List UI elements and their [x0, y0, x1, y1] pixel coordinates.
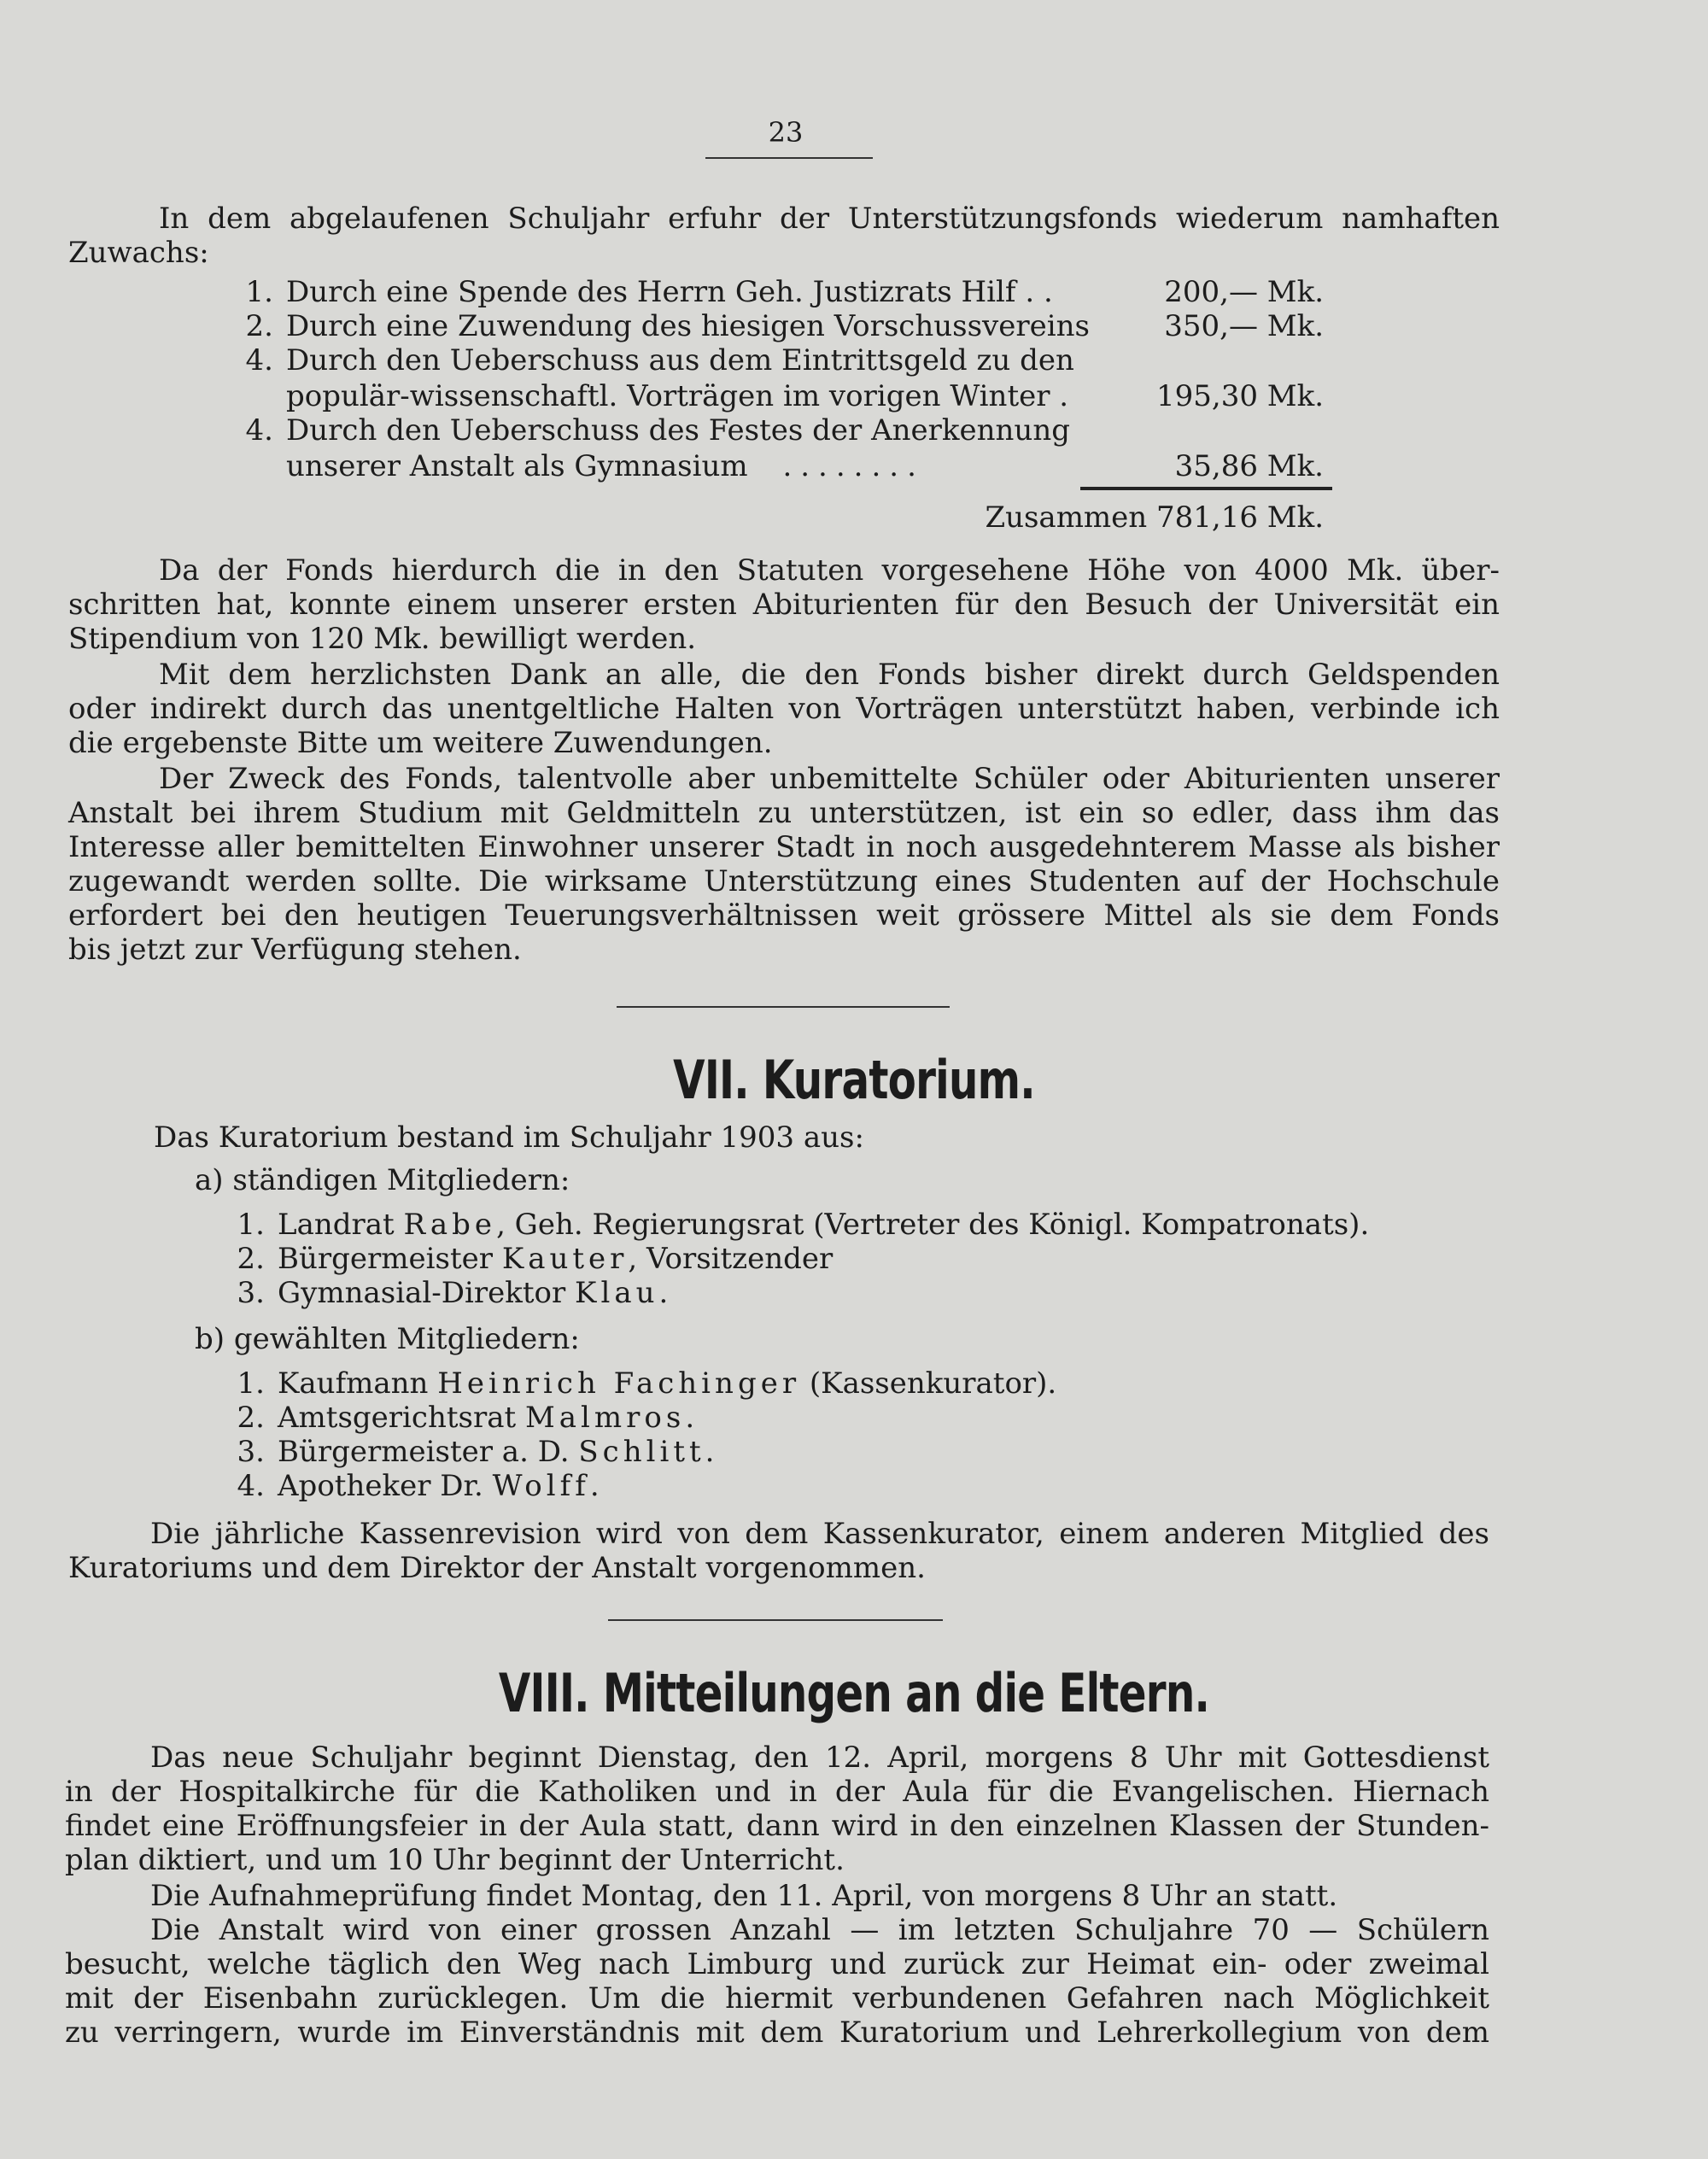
member-text [278, 1208, 1369, 1242]
paragraph-line: Der Zweck des Fonds, talentvolle aber unbemittelte Schüler oder Abiturienten unserer [159, 762, 1500, 796]
paragraph-line: erfordert bei den heutigen Teuerungsverhältnissen weit grössere Mittel als sie dem Fonds [68, 898, 1500, 933]
section-divider [608, 1619, 943, 1621]
member-number: 3. [237, 1435, 265, 1469]
member-group-a: a) ständigen Mitgliedern: [195, 1163, 570, 1197]
fund-item-text-line: unserer Anstalt als Gymnasium [286, 449, 748, 483]
member-text [278, 1276, 668, 1310]
member-name: Schlitt [578, 1435, 705, 1469]
fund-item-number: 2. [245, 309, 273, 343]
eltern-line: Die Anstalt wird von einer grossen Anzahl — im letzten Schuljahre 70 — Schülern [150, 1913, 1489, 1947]
member-text [278, 1435, 714, 1469]
member-text [278, 1366, 1056, 1401]
eltern-line: findet eine Eröffnungsfeier in der Aula statt, dann wird in den einzelnen Klassen der Stunden- [65, 1809, 1489, 1843]
fund-item-text: Durch eine Zuwendung des hiesigen Vorschussvereins [286, 309, 1090, 343]
section-heading-eltern: VIII. Mitteilungen an die Eltern. [498, 1662, 1210, 1724]
kuratorium-intro: Das Kuratorium bestand im Schuljahr 1903 aus: [154, 1120, 864, 1155]
member-text [278, 1401, 694, 1435]
section-heading-kuratorium: VII. Kuratorium. [673, 1049, 1035, 1111]
fund-item-text: Durch den Ueberschuss aus dem Eintrittsgeld zu den [286, 343, 1074, 377]
paragraph-line: bis jetzt zur Verfügung stehen. [68, 933, 522, 967]
paragraph-line: Stipendium von 120 Mk. bewilligt werden. [68, 622, 697, 656]
member-number: 1. [237, 1208, 265, 1242]
fund-item-amount: 200,— Mk. [1164, 275, 1324, 309]
member-title: Amtsgerichtsrat [278, 1401, 525, 1435]
paragraph-line: schritten hat, konnte einem unserer ersten Abiturienten für den Besuch der Universität ein [68, 588, 1500, 622]
member-role: . [705, 1435, 715, 1469]
member-role: , Geh. Regierungsrat (Vertreter des Königl. Kompatronats). [496, 1208, 1370, 1242]
page-number: 23 [768, 116, 804, 149]
paragraph-line: Mit dem herzlichsten Dank an alle, die den Fonds bisher direkt durch Geldspenden [159, 658, 1500, 692]
member-name: Klau [575, 1276, 659, 1310]
fund-item-text: Durch den Ueberschuss des Festes der Anerkennung [286, 413, 1070, 448]
member-text [278, 1242, 833, 1276]
fund-item-number: 1. [245, 275, 273, 309]
kuratorium-closing-line-2: Kuratoriums und dem Direktor der Anstalt vorgenommen. [68, 1551, 926, 1585]
member-group-b: b) gewählten Mitgliedern: [195, 1322, 580, 1356]
member-name: Malmros [524, 1401, 686, 1435]
member-role: . [685, 1401, 695, 1435]
fund-item-text-continued [286, 449, 925, 483]
member-name: Kauter [501, 1242, 629, 1276]
eltern-line: plan diktiert, und um 10 Uhr beginnt der Unterricht. [65, 1843, 845, 1877]
member-name: Wolff [492, 1469, 590, 1503]
fund-item-amount: 35,86 Mk. [1174, 449, 1324, 483]
member-number: 4. [237, 1469, 265, 1503]
member-number: 1. [237, 1366, 265, 1401]
section-divider [617, 1006, 950, 1008]
fund-intro-line-1: In dem abgelaufenen Schuljahr erfuhr der Unterstützungsfonds wiederum namhaften [159, 202, 1500, 236]
fund-item-number: 4. [245, 413, 273, 448]
member-role: . [658, 1276, 669, 1310]
eltern-line: Die Aufnahmeprüfung findet Montag, den 11. April, von morgens 8 Uhr an statt. [150, 1879, 1338, 1913]
fund-item-number: 4. [245, 343, 273, 377]
member-title: Bürgermeister [278, 1242, 502, 1276]
fund-item-amount: 350,— Mk. [1164, 309, 1324, 343]
fund-item-amount: 195,30 Mk. [1156, 379, 1324, 413]
paragraph-line: die ergebenste Bitte um weitere Zuwendungen. [68, 726, 773, 760]
member-name: Rabe [403, 1208, 497, 1242]
member-title: Bürgermeister a. D. [278, 1435, 579, 1469]
paragraph-line: zugewandt werden sollte. Die wirksame Unterstützung eines Studenten auf der Hochschule [68, 864, 1500, 898]
kuratorium-closing-line-1: Die jährliche Kassenrevision wird von dem Kassenkurator, einem anderen Mitglied des [150, 1517, 1489, 1551]
fund-total: Zusammen 781,16 Mk. [985, 500, 1324, 535]
paragraph-line: Anstalt bei ihrem Studium mit Geldmitteln zu unterstützen, ist ein so edler, dass ihm das [68, 796, 1500, 830]
member-title: Gymnasial-Direktor [278, 1276, 576, 1310]
eltern-line: mit der Eisenbahn zurücklegen. Um die hiermit verbundenen Gefahren nach Möglichkeit [65, 1981, 1489, 2016]
eltern-line: besucht, welche täglich den Weg nach Limburg und zurück zur Heimat ein- oder zweimal [65, 1947, 1489, 1981]
member-role: (Kassenkurator). [800, 1366, 1057, 1401]
paragraph-line: Interesse aller bemittelten Einwohner unserer Stadt in noch ausgedehnterem Masse als bisher [68, 830, 1500, 864]
member-number: 2. [237, 1401, 265, 1435]
member-number: 3. [237, 1276, 265, 1310]
member-title: Landrat [278, 1208, 404, 1242]
member-number: 2. [237, 1242, 265, 1276]
eltern-line: zu verringern, wurde im Einverständnis mit dem Kuratorium und Lehrerkollegium von dem [65, 2016, 1489, 2050]
member-title: Kaufmann [278, 1366, 438, 1401]
eltern-line: Das neue Schuljahr beginnt Dienstag, den 12. April, morgens 8 Uhr mit Gottesdienst [150, 1741, 1489, 1775]
fund-intro-line-2: Zuwachs: [68, 236, 209, 270]
fund-item-text-continued: populär-wissenschaftl. Vorträgen im vorigen Winter . [286, 379, 1069, 413]
member-role: , Vorsitzender [628, 1242, 834, 1276]
member-text [278, 1469, 600, 1503]
paragraph-line: oder indirekt durch das unentgeltliche Halten von Vorträgen unterstützt haben, verbinde ich [68, 692, 1500, 726]
eltern-line: in der Hospitalkirche für die Katholiken und in der Aula für die Evangelischen. Hiernach [65, 1775, 1489, 1809]
member-title: Apotheker Dr. [278, 1469, 493, 1503]
dot-leader: ........ [782, 449, 925, 483]
member-role: . [589, 1469, 600, 1503]
page-number-rule [705, 157, 873, 159]
sum-rule [1080, 487, 1332, 490]
paragraph-line: Da der Fonds hierdurch die in den Statuten vorgesehene Höhe von 4000 Mk. über- [159, 553, 1500, 588]
member-name: Heinrich Fachinger [437, 1366, 801, 1401]
fund-item-text: Durch eine Spende des Herrn Geh. Justizrats Hilf . . [286, 275, 1053, 309]
